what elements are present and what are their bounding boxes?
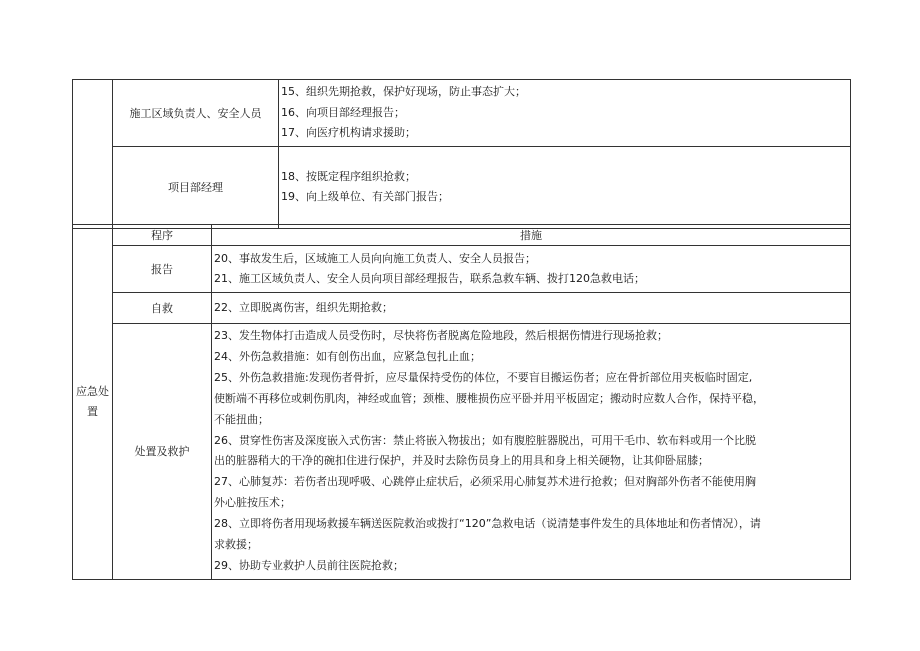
measure-cell (212, 324, 851, 580)
procedure-cell (113, 324, 212, 580)
measure-cell (212, 246, 851, 293)
measure-line: 使断端不再移位或刺伤肌肉，神经或血管；颈椎、腰椎损伤应平卧并用平板固定；搬动时应数人合作，保持平稳， (214, 391, 764, 405)
measure-item: 20、事故发生后，区域施工人员向向施工负责人、安全人员报告； (214, 251, 536, 265)
measure-line: 外心脏按压术； (214, 496, 291, 510)
header-measures (212, 225, 851, 246)
procedure-label: 报告 (151, 263, 173, 276)
duty-item: 18、按既定程序组织抢救； (281, 169, 416, 183)
section-label-cell (73, 225, 113, 580)
measure-item: 21、施工区域负责人、安全人员向项目部经理报告，联系急救车辆、拨打120急救电话； (214, 272, 645, 285)
duty-item: 15、组织先期抢救，保护好现场，防止事态扩大； (281, 85, 526, 98)
measure-line: 25、外伤急救措施:发现伤者骨折，应尽量保持受伤的体位，不要盲目搬运伤者；应在骨折部位用夹板临时固定, (214, 370, 753, 384)
table-row (73, 246, 851, 293)
role-label: 施工区域负责人、安全人员 (129, 106, 262, 120)
table-row (73, 293, 851, 324)
measure-line: 出的脏器稍大的干净的碗扣住进行保护，并及时去除伤员身上的用具和身上相关硬物，让其仰卧屈膝； (214, 454, 709, 468)
procedure-label: 处置及救护 (134, 445, 190, 459)
section-label-line: 置 (87, 404, 98, 418)
duty-cell (279, 80, 851, 147)
measure-line: 27、心肺复苏：若伤者出现呼吸、心跳停止症状后，必须采用心肺复苏术进行抢救；但对胸部外伤者不能使用胸 (214, 475, 756, 489)
section-label-line: 应急处 (76, 384, 109, 398)
measure-line: 23、发生物体打击造成人员受伤时，尽快将伤者脱离危险地段，然后根据伤情进行现场抢救； (214, 329, 668, 342)
duty-cell (279, 146, 851, 228)
role-label: 项目部经理 (168, 181, 223, 194)
measure-line: 24、外伤急救措施：如有创伤出血，应紧急包扎止血； (214, 349, 481, 363)
header-measures-label: 措施 (520, 229, 542, 242)
procedure-cell (113, 246, 212, 293)
measure-line: 29、协助专业救护人员前往医院抢救； (214, 558, 404, 572)
duty-item: 16、向项目部经理报告； (281, 105, 405, 119)
emergency-response-table (72, 224, 851, 580)
header-row (73, 225, 851, 246)
table-row (73, 324, 851, 580)
responsibility-table (72, 79, 851, 229)
header-procedure (113, 225, 212, 246)
measure-cell (212, 293, 851, 324)
measure-line: 求救援； (214, 538, 258, 552)
measure-line: 26、贯穿性伤害及深度嵌入式伤害：禁止将嵌入物拔出；如有腹腔脏器脱出，可用干毛巾、软布料或用一个比脱 (214, 433, 756, 447)
duty-item: 19、向上级单位、有关部门报告； (281, 190, 449, 203)
table-row (73, 146, 851, 228)
header-procedure-label: 程序 (151, 229, 173, 242)
table-row (73, 80, 851, 147)
measure-line: 28、立即将伤者用现场救援车辆送医院救治或拨打“120”急救电话（说清楚事件发生的具体地址和伤者情况），请 (214, 517, 761, 531)
duty-item: 17、向医疗机构请求援助； (281, 126, 416, 139)
role-cell (113, 146, 279, 228)
procedure-cell (113, 293, 212, 324)
blank-cell (73, 80, 113, 229)
procedure-label: 自救 (151, 302, 173, 315)
measure-item: 22、立即脱离伤害，组织先期抢救； (214, 300, 393, 314)
role-cell (113, 80, 279, 147)
measure-line: 不能扭曲； (214, 412, 269, 426)
